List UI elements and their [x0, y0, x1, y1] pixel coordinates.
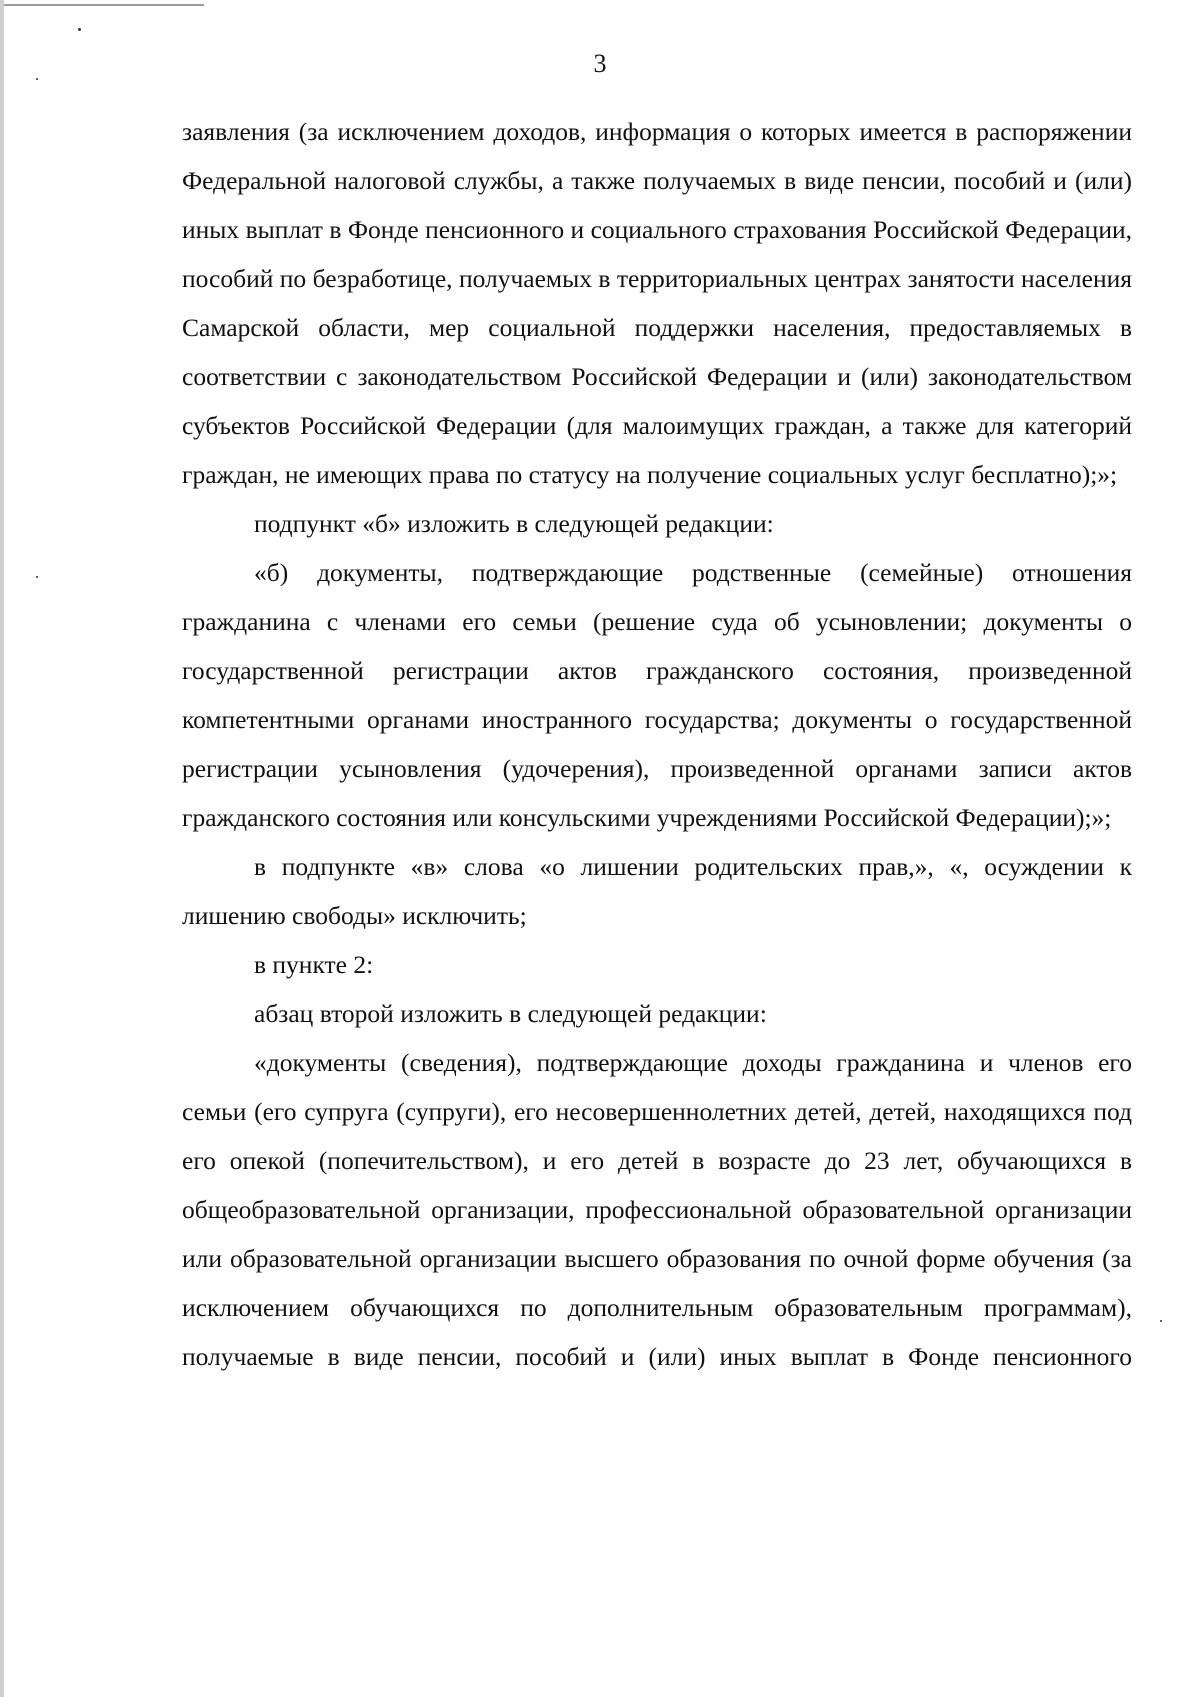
paragraph-continuation: заявления (за исключением доходов, информация о которых имеется в распоряжении Федеральной налоговой службы, а также получаемых в виде пенсии, пособий и (или) иных выплат в Фонде пенсионного и социального страхования Российской Федерации, пособий по безработице, получаемых в территориальных центрах занятости населения Самарской области, мер социальной поддержки населения, предоставляемых в соответствии с законодательством Российской Федерации и (или) законодательством субъектов Российской Федерации (для малоимущих граждан, а также для категорий граждан, не имеющих права по статусу на получение социальных услуг бесплатно);»;: [182, 117, 1132, 489]
paragraph-subitem-b-text: «б) документы, подтверждающие родственные (семейные) отношения гражданина с членами его семьи (решение суда об усыновлении; документы о государственной регистрации актов гражданского состояния, произведенной компетентными органами иностранного государства; документы о государственной регистрации усыновления (удочерения), произведенной органами записи актов гражданского состояния или консульскими учреждениями Российской Федерации);»;: [182, 558, 1132, 832]
paragraph-subitem-b-intro: подпункт «б» изложить в следующей редакции:: [254, 509, 774, 538]
scan-speck: [78, 28, 81, 31]
paragraph-item-2-intro: в пункте 2:: [254, 950, 374, 979]
page-number: 3: [593, 49, 607, 78]
paragraph-second-abzac-text: «документы (сведения), подтверждающие доходы гражданина и членов его семьи (его супруга (супруги), его несовершеннолетних детей, детей, находящихся под его опекой (попечительством), и его детей в возрасте до 23 лет, обучающихся в общеобразовательной организации, профессиональной образовательной организации или образовательной организации высшего образования по очной форме обучения (за исключением обучающихся по дополнительным образовательным программам), получаемые в виде пенсии, пособий и (или) иных выплат в Фонде пенсионного: [182, 1048, 1132, 1371]
paragraph-subitem-v: в подпункте «в» слова «о лишении родительских прав,», «, осуждении к лишению свободы» исключить;: [182, 852, 1132, 930]
scan-top-rule: [4, 4, 204, 6]
scan-speck: [36, 576, 38, 578]
paragraph-second-abzac-intro: абзац второй изложить в следующей редакции:: [254, 999, 767, 1028]
document-body: [182, 107, 1132, 1381]
scan-left-edge: [0, 0, 4, 1697]
scan-speck: [1160, 1320, 1162, 1322]
